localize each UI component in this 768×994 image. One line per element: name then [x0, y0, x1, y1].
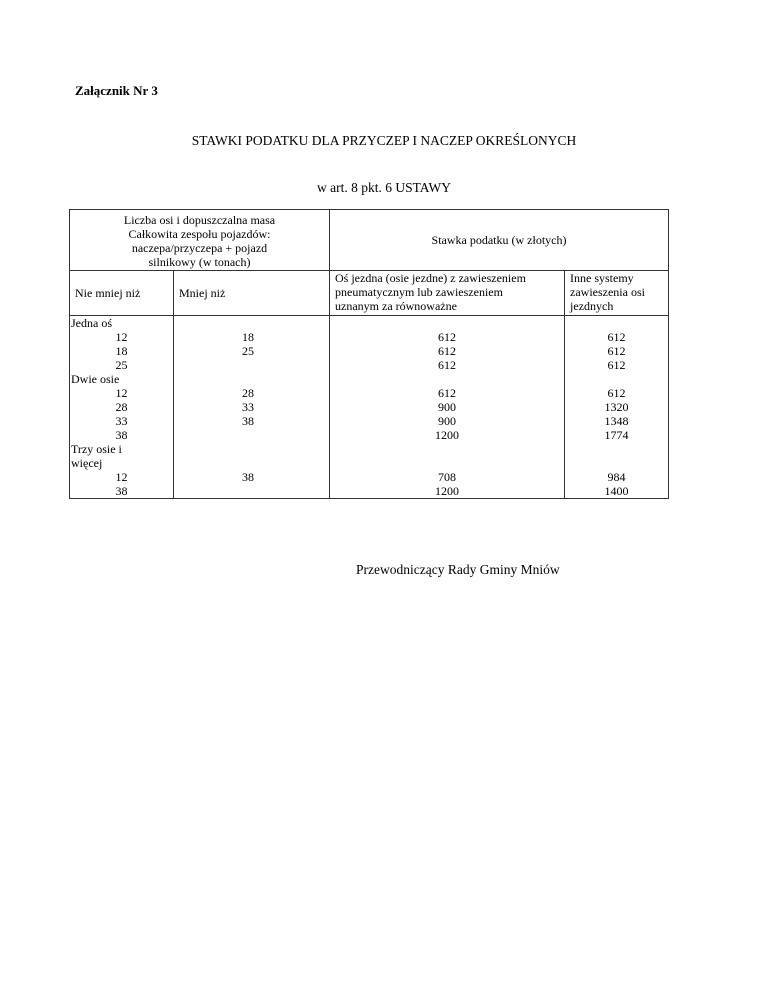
- pneumatic-rates-cell: [330, 316, 565, 499]
- tax-rate-table: [69, 209, 669, 499]
- column-header-pneumatic: [330, 271, 565, 316]
- column-header-pneumatic-line: Oś jezdna (osie jezdne) z zawieszeniem: [335, 271, 526, 285]
- column-header-other-line: Inne systemy: [570, 271, 634, 285]
- axle-group-label: więcej: [71, 456, 103, 470]
- min-value: 33: [115, 414, 128, 428]
- other-rate: 612: [607, 330, 626, 344]
- max-value: [174, 316, 329, 330]
- max-value: [174, 372, 329, 386]
- min-value: 25: [115, 358, 128, 372]
- pneumatic-rate: [330, 456, 564, 470]
- max-value: 25: [242, 344, 254, 358]
- column-header-max: Mniej niż: [174, 271, 330, 316]
- max-value: [174, 484, 329, 498]
- column-header-min: Nie mniej niż: [70, 271, 174, 316]
- max-value: [174, 442, 329, 456]
- column-header-other: [565, 271, 669, 316]
- other-rates-cell: [565, 316, 669, 499]
- max-value: [174, 358, 329, 372]
- header-mass-line: Całkowita zespołu pojazdów:: [128, 227, 271, 241]
- pneumatic-rate: 708: [438, 470, 456, 484]
- pneumatic-rate: [330, 372, 564, 386]
- min-value: 12: [115, 386, 128, 400]
- pneumatic-rate: [330, 316, 564, 330]
- table-body-row: [70, 316, 669, 499]
- max-value: 33: [242, 400, 254, 414]
- table-header-row-top: [70, 210, 669, 271]
- max-value: 18: [242, 330, 254, 344]
- other-rate: [565, 442, 668, 456]
- column-header-pneumatic-line: pneumatycznym lub zawieszeniem: [335, 285, 503, 299]
- header-rate: Stawka podatku (w złotych): [330, 210, 669, 271]
- pneumatic-rate: 612: [438, 344, 456, 358]
- document-title: STAWKI PODATKU DLA PRZYCZEP I NACZEP OKREŚLONYCH: [191, 133, 577, 148]
- other-rate: 1774: [604, 428, 629, 442]
- header-mass-line: Liczba osi i dopuszczalna masa: [123, 213, 276, 227]
- table-header-row-bottom: [70, 271, 669, 316]
- min-value: 38: [115, 428, 128, 442]
- min-value: 12: [115, 330, 128, 344]
- max-values-cell: [174, 316, 330, 499]
- min-value: 18: [115, 344, 128, 358]
- other-rate: 612: [607, 344, 626, 358]
- axle-group-label: Dwie osie: [71, 372, 120, 386]
- other-rate: 1320: [604, 400, 629, 414]
- max-value: [174, 456, 329, 470]
- max-value: [174, 428, 329, 442]
- other-rate: 612: [607, 358, 626, 372]
- pneumatic-rate: 612: [438, 330, 456, 344]
- pneumatic-rate: 900: [438, 400, 456, 414]
- pneumatic-rate: 1200: [435, 484, 459, 498]
- pneumatic-rate: 612: [438, 358, 456, 372]
- min-value: 28: [115, 400, 128, 414]
- header-mass: [70, 210, 330, 271]
- other-rate: 984: [607, 470, 626, 484]
- max-value: 28: [242, 386, 254, 400]
- max-value: 38: [242, 414, 254, 428]
- axle-group-label: Trzy osie i: [71, 442, 122, 456]
- other-rate: 1348: [604, 414, 629, 428]
- other-rate: 1400: [604, 484, 629, 498]
- axle-group-label: Jedna oś: [71, 316, 112, 330]
- column-header-other-line: jezdnych: [570, 299, 614, 313]
- other-rate: 612: [607, 386, 626, 400]
- signature-line: Przewodniczący Rady Gminy Mniów: [356, 562, 560, 577]
- other-rate: [565, 372, 668, 386]
- other-rate: [565, 456, 668, 470]
- column-header-other-line: zawieszenia osi: [570, 285, 645, 299]
- pneumatic-rate: 1200: [435, 428, 459, 442]
- annex-label: Załącznik Nr 3: [75, 83, 158, 98]
- pneumatic-rate: 900: [438, 414, 456, 428]
- other-rate: [565, 316, 668, 330]
- min-values-cell: [70, 316, 174, 499]
- pneumatic-rate: 612: [438, 386, 456, 400]
- header-mass-line: naczepa/przyczepa + pojazd: [131, 241, 268, 255]
- max-value: 38: [242, 470, 254, 484]
- min-value: 38: [115, 484, 128, 498]
- column-header-pneumatic-line: uznanym za równoważne: [335, 299, 457, 313]
- document-subtitle: w art. 8 pkt. 6 USTAWY: [317, 180, 451, 195]
- pneumatic-rate: [330, 442, 564, 456]
- min-value: 12: [115, 470, 128, 484]
- header-mass-line: silnikowy (w tonach): [148, 255, 251, 269]
